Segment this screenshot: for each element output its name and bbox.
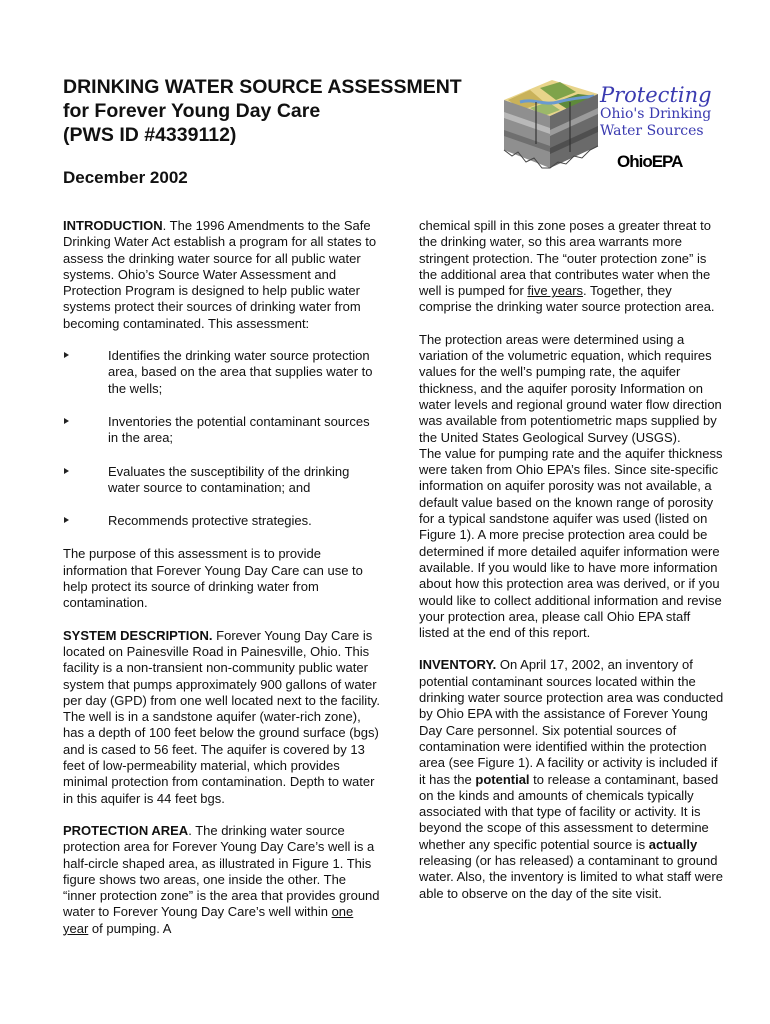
five-years-underline: five years [527, 283, 584, 299]
bullet-arrow-icon [64, 468, 69, 474]
logo-wordmark [600, 84, 712, 140]
method-paragraph-2: The value for pumping rate and the aquifer thickness were taken from Ohio EPA’s files. Since site-specific information on aquifer porosity was not available, a default value based on the known range of porosity for a typical sandstone aquifer was used (listed on Figure 1). A more precise protection area could be determined if more detailed aquifer information were available. If you would like to have more information about how this protection area was derived, or if you would like to collect additional information and revise your protection area, please call Ohio EPA staff listed at the end of this report. [419, 445, 723, 641]
bullet-text: Recommends protective strategies. [108, 513, 312, 529]
protection-area-heading: PROTECTION AREA [63, 822, 189, 838]
right-column [419, 218, 724, 902]
protection-area-paragraph [63, 823, 381, 937]
bullet-arrow-icon [64, 418, 69, 424]
bullet-item [63, 414, 381, 447]
document-date: December 2002 [63, 168, 188, 187]
one-year-underline: one year [63, 904, 354, 936]
assessment-bullet-list [63, 348, 381, 529]
protection-area-text-end: of pumping. A [88, 920, 172, 936]
system-description-text: Forever Young Day Care is located on Painesville Road in Painesville, Ohio. This facility is a non-transient non-community public water system that pumps approximately 900 gallons of water per day (GPD) from one well located next to the facility. The well is in a sandstone aquifer (water-rich zone), has a depth of 100 feet below the ground surface (bgs) and is cased to 56 feet. The aquifer is covered by 13 feet of low-permeability material, which provides minimal protection from contamination. Depth to water in this aquifer is 44 feet bgs. [63, 627, 380, 806]
protection-area-text: . The drinking water source protection area for Forever Young Day Care’s well is a half-circle shaped area, as illustrated in Figure 1. This figure shows two areas, one inside the other. The “inner protection zone” is the area that provides ground water to Forever Young Day Care’s well within [63, 822, 380, 920]
bullet-text: Evaluates the susceptibility of the drinking water source to contamination; and [108, 463, 350, 495]
inventory-heading: INVENTORY. [419, 657, 497, 673]
left-column [63, 218, 381, 937]
potential-bold: potential [475, 771, 530, 787]
purpose-paragraph: The purpose of this assessment is to provide information that Forever Young Day Care can use to help protect its source of drinking water from contamination. [63, 546, 363, 611]
bullet-arrow-icon [64, 352, 69, 358]
system-description-heading: SYSTEM DESCRIPTION. [63, 627, 213, 643]
bullet-item [63, 513, 381, 529]
protection-continued-text: chemical spill in this zone poses a greater threat to the drinking water, so this area warrants more stringent protection. The “outer protection zone” is the additional area that contributes water when the well is pumped for [419, 218, 711, 299]
bullet-arrow-icon [64, 517, 69, 523]
logo-line-2: Ohio's Drinking [600, 106, 712, 122]
title-line-2: for Forever Young Day Care [63, 100, 321, 122]
method-paragraph: The protection areas were determined using a variation of the volumetric equation, which requires values for the well’s pumping rate, the aquifer thickness, and the aquifer porosity Information on water levels and regional ground water flow direction was available from potentiometric maps supplied by the United States Geological Survey (USGS). [419, 331, 722, 445]
introduction-text: . The 1996 Amendments to the Safe Drinking Water Act establish a program for all states to assess the drinking water source for all public water systems. Ohio’s Source Water Assessment and Protection Program is designed to help public water systems protect their sources of drinking water from becoming contaminated. This assessment: [63, 218, 377, 331]
actually-bold: actually [648, 836, 698, 852]
protection-continued-paragraph [419, 218, 724, 316]
logo-line-3: Water Sources [600, 123, 704, 139]
inventory-text-mid: to release a contaminant, based on the kinds and amounts of chemicals typically associated with that type of facility or activity. It is beyond the scope of this assessment to determine whether any specific potential source is [419, 771, 719, 852]
inventory-text-end: releasing (or has released) a contaminant to ground water. Also, the inventory is limited to what staff were able to observe on the day of the site visit. [419, 852, 723, 901]
bullet-text: Inventories the potential contaminant sources in the area; [108, 413, 370, 446]
introduction-paragraph [63, 218, 381, 332]
bullet-item [63, 464, 381, 497]
document-title [63, 75, 493, 147]
title-line-1: DRINKING WATER SOURCE ASSESSMENT [63, 76, 462, 98]
bullet-text: Identifies the drinking water source protection area, based on the area that supplies water to the wells; [108, 348, 373, 396]
title-line-3: (PWS ID #4339112) [63, 124, 237, 146]
inventory-paragraph [419, 657, 724, 901]
introduction-heading: INTRODUCTION [63, 218, 163, 233]
inventory-text: On April 17, 2002, an inventory of potential contaminant sources located within the drinking water source protection area was conducted by Ohio EPA with the assistance of Forever Young Day Care personnel. Six potential sources of contamination were identified within the protection area (see Figure 1). A facility or activity is included if it has the [419, 657, 724, 787]
protection-continued-text-end: . Together, they comprise the drinking water source protection area. [419, 283, 715, 315]
ohio-epa-logo: OhioEPA [617, 152, 683, 171]
system-description-paragraph [63, 628, 381, 807]
logo-line-1: Protecting [600, 83, 712, 107]
bullet-item [63, 348, 381, 397]
